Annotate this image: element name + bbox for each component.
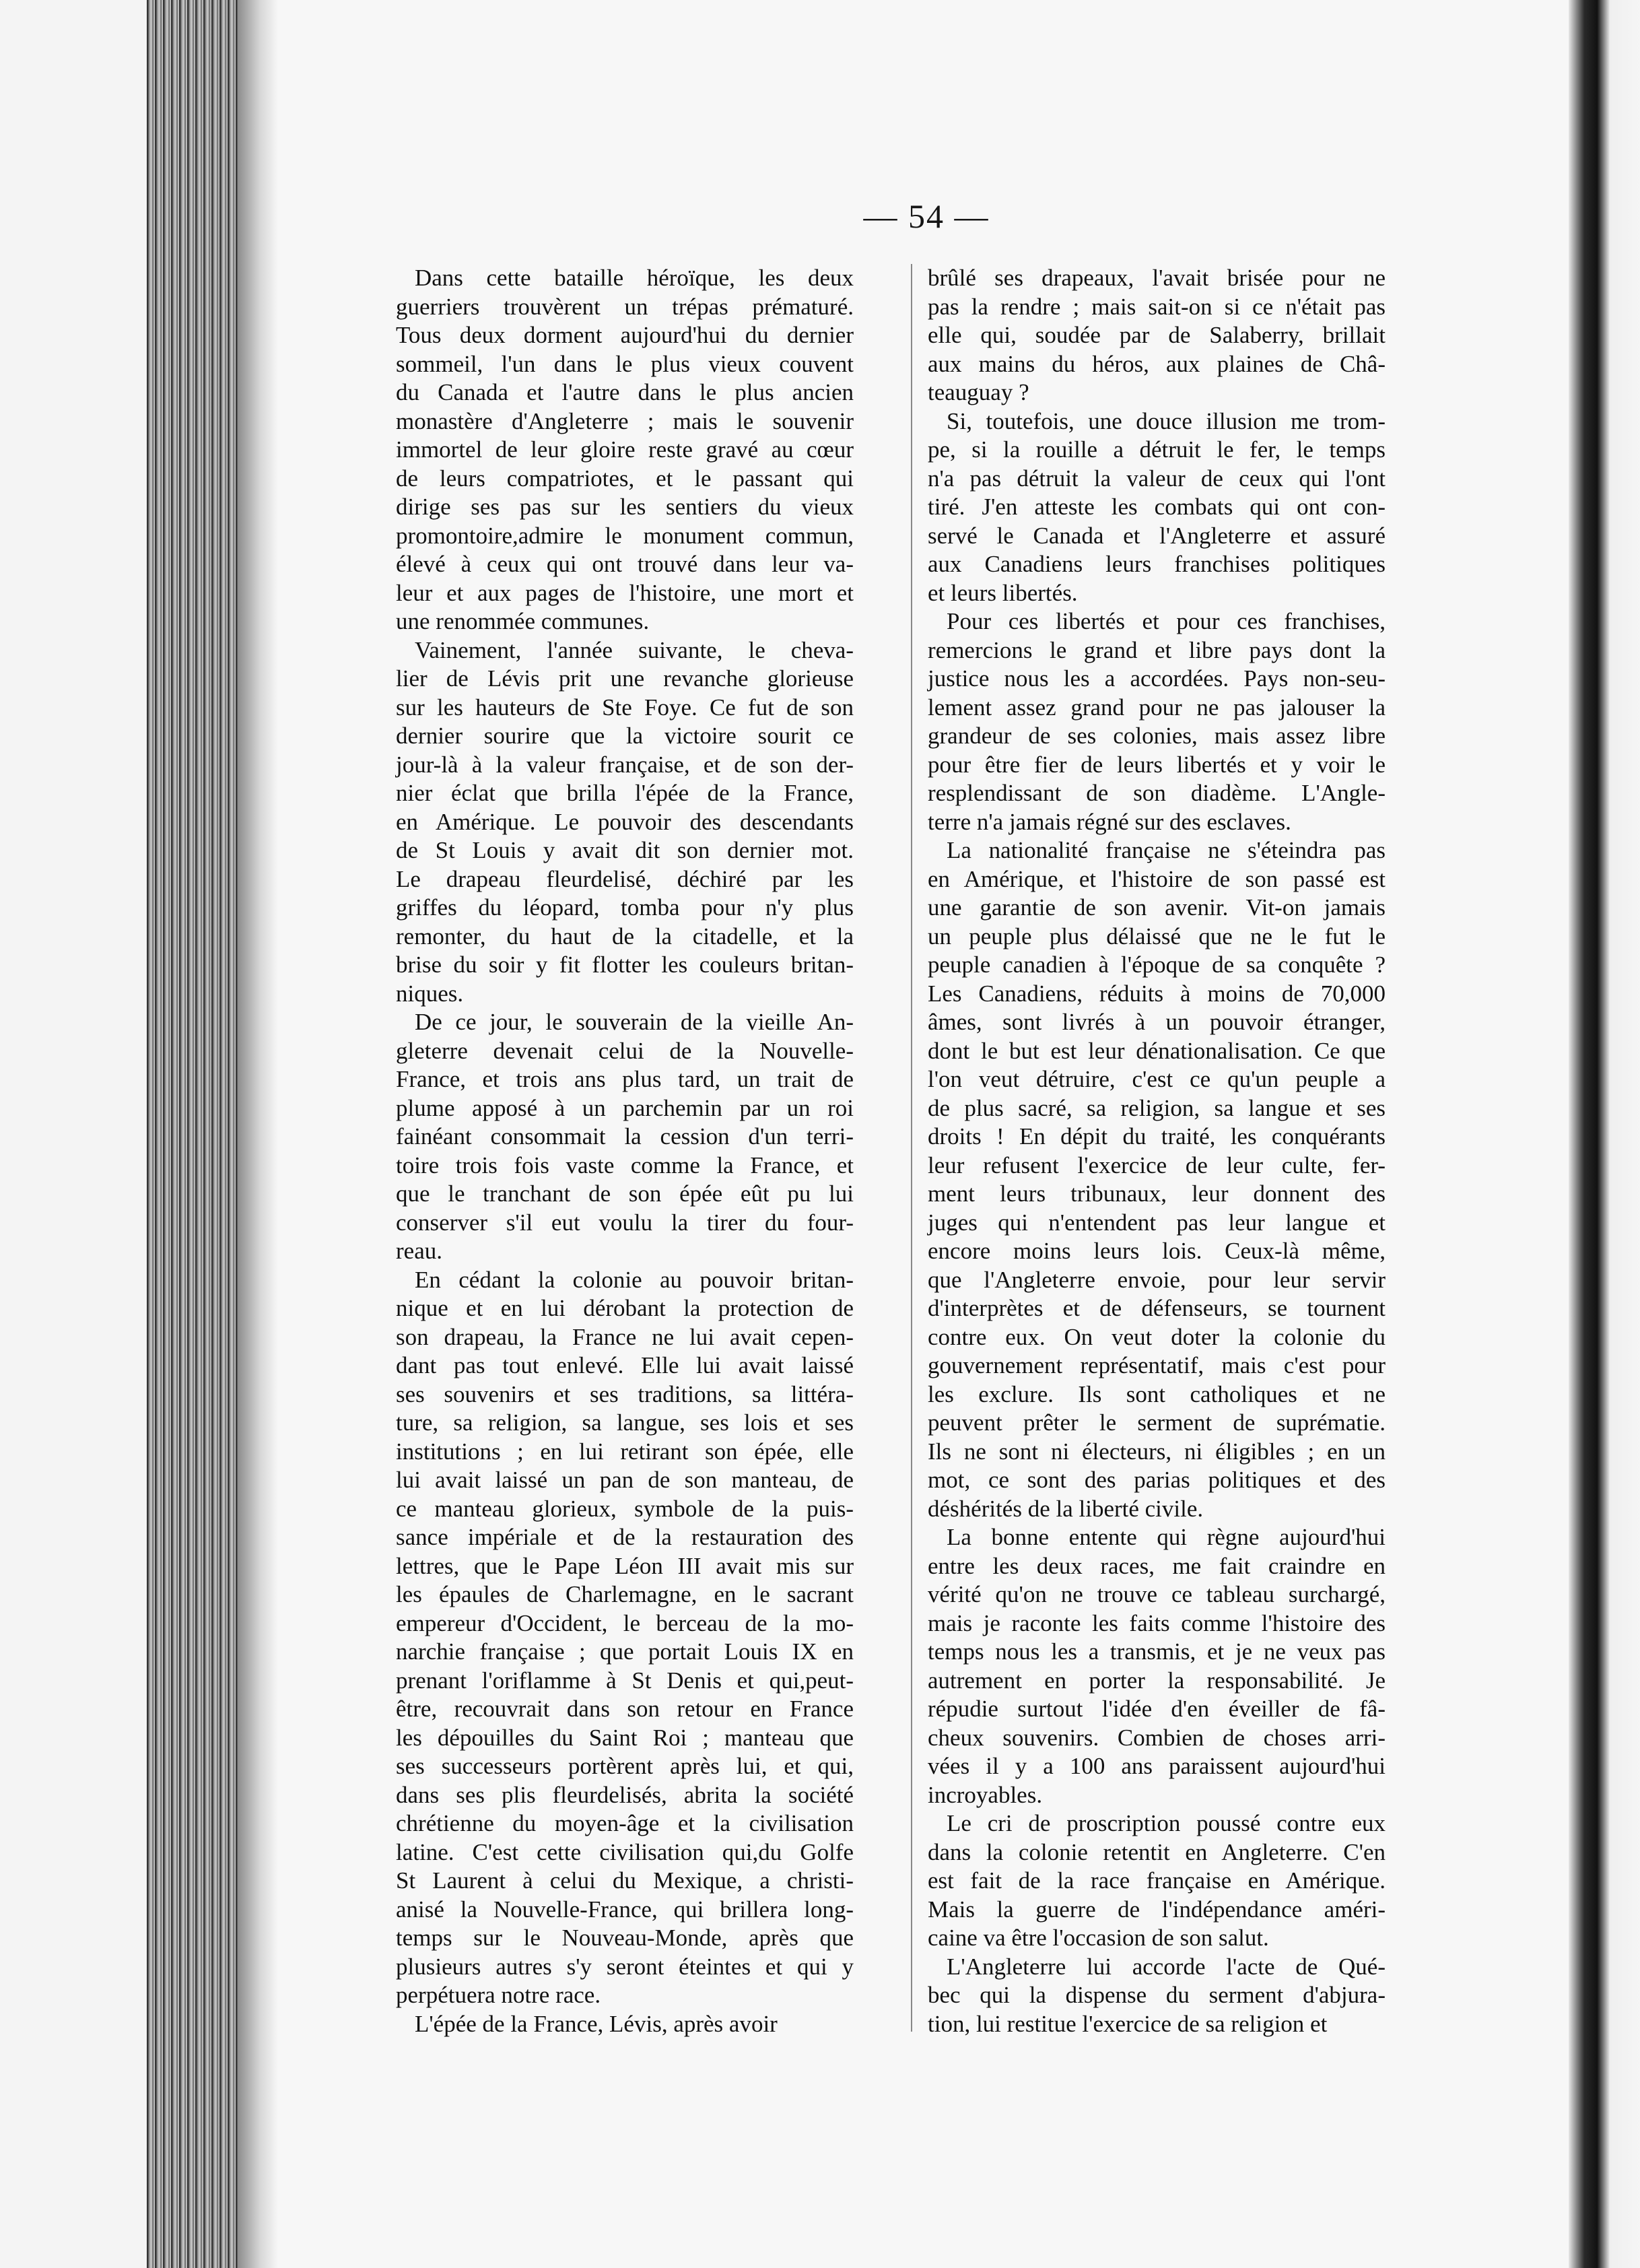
- text-line: guerriers trouvèrent un trépas prématuré.: [396, 293, 854, 320]
- text-line: être, recouvrait dans son retour en France: [396, 1696, 854, 1722]
- text-line: dant pas tout enlevé. Elle lui avait laissé: [396, 1352, 854, 1378]
- text-line: La bonne entente qui règne aujourd'hui: [947, 1524, 1386, 1550]
- text-line: peuple canadien à l'époque de sa conquête ?: [928, 952, 1386, 978]
- text-line: griffes du léopard, tomba pour n'y plus: [396, 894, 854, 921]
- text-line: justice nous les a accordées. Pays non-seu-: [928, 665, 1386, 692]
- right-text-column: [928, 264, 1386, 2038]
- paragraph: [396, 1008, 854, 1266]
- text-line: dans la colonie retentit en Angleterre. C'en: [928, 1838, 1386, 1865]
- paragraph: [928, 836, 1386, 1523]
- text-line: jour-là à la valeur française, et de son der-: [396, 751, 854, 778]
- text-line: âmes, sont livrés à un pouvoir étranger,: [928, 1009, 1386, 1035]
- text-line: sur les hauteurs de Ste Foye. Ce fut de son: [396, 694, 854, 721]
- text-line: elle qui, soudée par de Salaberry, brillait: [928, 322, 1386, 348]
- text-line: en Amérique. Le pouvoir des descendants: [396, 808, 854, 835]
- text-line: bec qui la dispense du serment d'abjura-: [928, 1982, 1386, 2008]
- text-line: terre n'a jamais régné sur des esclaves.: [928, 808, 1291, 835]
- text-line: est fait de la race française en Amérique.: [928, 1867, 1386, 1894]
- text-line: mais je raconte les faits comme l'histoire des: [928, 1609, 1386, 1636]
- text-line: chrétienne du moyen-âge et la civilisation: [396, 1810, 854, 1836]
- text-line: De ce jour, le souverain de la vieille An-: [415, 1009, 854, 1035]
- text-line: grandeur de ses colonies, mais assez libre: [928, 723, 1386, 749]
- text-line: les exclure. Ils sont catholiques et ne: [928, 1380, 1386, 1407]
- text-line: conserver s'il eut voulu la tirer du four-: [396, 1209, 854, 1236]
- text-line: nier éclat que brilla l'épée de la France,: [396, 780, 854, 806]
- text-line: de St Louis y avait dit son dernier mot.: [396, 837, 854, 863]
- text-line: de leurs compatriotes, et le passant qui: [396, 465, 854, 492]
- text-line: lier de Lévis prit une revanche glorieuse: [396, 665, 854, 692]
- text-line: et leurs libertés.: [928, 579, 1078, 606]
- text-line: entre les deux races, me fait craindre en: [928, 1552, 1386, 1579]
- text-line: nique et en lui dérobant la protection de: [396, 1295, 854, 1321]
- text-line: narchie française ; que portait Louis IX en: [396, 1638, 854, 1665]
- text-line: tiré. J'en atteste les combats qui ont con-: [928, 494, 1386, 520]
- text-line: juges qui n'entendent pas leur langue et: [928, 1209, 1386, 1236]
- text-line: mot, ce sont des parias politiques et des: [928, 1467, 1386, 1493]
- paragraph: [396, 2010, 854, 2039]
- text-line: que l'Angleterre envoie, pour leur servir: [928, 1266, 1386, 1293]
- text-line: aux Canadiens leurs franchises politiques: [928, 551, 1386, 577]
- text-line: peuvent prêter le serment de suprématie.: [928, 1409, 1386, 1436]
- text-line: dirige ses pas sur les sentiers du vieux: [396, 494, 854, 520]
- text-line: remonter, du haut de la citadelle, et la: [396, 923, 854, 949]
- text-line: son drapeau, la France ne lui avait cepen-: [396, 1323, 854, 1350]
- text-line: déshérités de la liberté civile.: [928, 1495, 1204, 1522]
- text-line: incroyables.: [928, 1781, 1043, 1808]
- text-line: du Canada et l'autre dans le plus ancien: [396, 379, 854, 405]
- text-line: ce manteau glorieux, symbole de la puis-: [396, 1495, 854, 1522]
- text-line: droits ! En dépit du traité, les conquérants: [928, 1123, 1386, 1149]
- text-line: les dépouilles du Saint Roi ; manteau que: [396, 1724, 854, 1751]
- text-line: fainéant consommait la cession d'un terri-: [396, 1123, 854, 1149]
- text-line: latine. C'est cette civilisation qui,du Golfe: [396, 1838, 854, 1865]
- text-line: niques.: [396, 980, 464, 1007]
- text-line: vérité qu'on ne trouve ce tableau surchargé,: [928, 1581, 1386, 1607]
- text-line: empereur d'Occident, le berceau de la mo-: [396, 1609, 854, 1636]
- text-line: caine va être l'occasion de son salut.: [928, 1925, 1269, 1951]
- paragraph: [928, 1953, 1386, 2039]
- text-line: Mais la guerre de l'indépendance améri-: [928, 1896, 1386, 1923]
- text-line: une renommée communes.: [396, 608, 650, 634]
- text-line: encore moins leurs lois. Ceux-là même,: [928, 1238, 1386, 1264]
- text-line: toire trois fois vaste comme la France, et: [396, 1152, 854, 1178]
- text-line: ment leurs tribunaux, leur donnent des: [928, 1180, 1386, 1207]
- left-text-column: [396, 264, 854, 2038]
- text-line: aux mains du héros, aux plaines de Châ-: [928, 350, 1386, 377]
- text-line: St Laurent à celui du Mexique, a christi-: [396, 1867, 854, 1894]
- text-line: brise du soir y fit flotter les couleurs britan-: [396, 952, 854, 978]
- paragraph: [928, 1523, 1386, 1809]
- text-line: monastère d'Angleterre ; mais le souvenir: [396, 407, 854, 434]
- text-line: Le cri de proscription poussé contre eux: [947, 1810, 1386, 1836]
- text-line: Les Canadiens, réduits à moins de 70,000: [928, 980, 1386, 1007]
- text-line: dernier sourire que la victoire sourit ce: [396, 723, 854, 749]
- text-line: les épaules de Charlemagne, en le sacrant: [396, 1581, 854, 1607]
- text-line: plume apposé à un parchemin par un roi: [396, 1094, 854, 1121]
- text-line: tion, lui restitue l'exercice de sa religion et: [928, 2010, 1328, 2037]
- text-line: prenant l'oriflamme à St Denis et qui,peut-: [396, 1667, 854, 1694]
- paragraph: [928, 264, 1386, 407]
- text-line: plusieurs autres s'y seront éteintes et qui y: [396, 1953, 854, 1980]
- text-line: L'épée de la France, Lévis, après avoir: [415, 2010, 778, 2037]
- text-line: lui avait laissé un pan de son manteau, de: [396, 1467, 854, 1493]
- text-line: gouvernement représentatif, mais c'est pour: [928, 1352, 1386, 1378]
- text-line: immortel de leur gloire reste gravé au cœur: [396, 436, 854, 463]
- text-line: resplendissant de son diadème. L'Angle-: [928, 780, 1386, 806]
- text-line: un peuple plus délaissé que ne le fut le: [928, 923, 1386, 949]
- text-line: sance impériale et de la restauration des: [396, 1524, 854, 1550]
- text-line: L'Angleterre lui accorde l'acte de Qué-: [947, 1953, 1386, 1980]
- text-line: France, et trois ans plus tard, un trait de: [396, 1066, 854, 1092]
- column-divider: [911, 264, 912, 2032]
- text-line: ses souvenirs et ses traditions, sa littéra-: [396, 1380, 854, 1407]
- text-line: Ils ne sont ni électeurs, ni éligibles ; en un: [928, 1438, 1386, 1465]
- text-line: d'interprètes et de défenseurs, se tournent: [928, 1295, 1386, 1321]
- text-line: ses successeurs portèrent après lui, et qui,: [396, 1753, 854, 1779]
- text-line: l'on veut détruire, c'est ce qu'un peuple a: [928, 1066, 1386, 1092]
- text-line: dont le but est leur dénationalisation. Ce que: [928, 1037, 1386, 1064]
- text-line: lettres, que le Pape Léon III avait mis sur: [396, 1552, 854, 1579]
- text-line: ture, sa religion, sa langue, ses lois et ses: [396, 1409, 854, 1436]
- text-line: Pour ces libertés et pour ces franchises,: [947, 608, 1386, 634]
- text-line: leur refusent l'exercice de leur culte, fer-: [928, 1152, 1386, 1178]
- text-line: remercions le grand et libre pays dont la: [928, 636, 1386, 663]
- text-line: lement assez grand pour ne pas jalouser la: [928, 694, 1386, 721]
- paragraph: [928, 607, 1386, 836]
- text-line: pe, si la rouille a détruit le fer, le temps: [928, 436, 1386, 463]
- text-line: reau.: [396, 1238, 442, 1264]
- text-line: En cédant la colonie au pouvoir britan-: [415, 1266, 854, 1293]
- text-line: promontoire,admire le monument commun,: [396, 522, 854, 549]
- text-line: temps sur le Nouveau-Monde, après que: [396, 1925, 854, 1951]
- text-line: leur et aux pages de l'histoire, une mort et: [396, 579, 854, 606]
- text-line: La nationalité française ne s'éteindra pas: [947, 837, 1386, 863]
- text-line: une garantie de son avenir. Vit-on jamais: [928, 894, 1386, 921]
- text-line: sommeil, l'un dans le plus vieux couvent: [396, 350, 854, 377]
- paragraph: [928, 1809, 1386, 1953]
- paragraph: [928, 407, 1386, 608]
- paragraph: [396, 264, 854, 636]
- paragraph: [396, 1266, 854, 2010]
- paragraph: [396, 636, 854, 1009]
- text-line: de plus sacré, sa religion, sa langue et ses: [928, 1094, 1386, 1121]
- text-line: dans ses plis fleurdelisés, abrita la société: [396, 1781, 854, 1808]
- text-line: que le tranchant de son épée eût pu lui: [396, 1180, 854, 1207]
- text-line: Le drapeau fleurdelisé, déchiré par les: [396, 865, 854, 892]
- text-line: pas la rendre ; mais sait-on si ce n'était pas: [928, 293, 1386, 320]
- text-line: anisé la Nouvelle-France, qui brillera long-: [396, 1896, 854, 1923]
- text-line: autrement en porter la responsabilité. Je: [928, 1667, 1386, 1694]
- text-line: vées il y a 100 ans paraissent aujourd'hui: [928, 1753, 1386, 1779]
- spine-shadow: [238, 0, 278, 2268]
- page-number: — 54 —: [863, 197, 990, 235]
- text-line: répudie surtout l'idée d'en éveiller de fâ-: [928, 1696, 1386, 1722]
- text-line: gleterre devenait celui de la Nouvelle-: [396, 1037, 854, 1064]
- text-line: pour être fier de leurs libertés et y voir le: [928, 751, 1386, 778]
- text-line: perpétuera notre race.: [396, 1982, 601, 2008]
- text-line: contre eux. On veut doter la colonie du: [928, 1323, 1386, 1350]
- text-line: Vainement, l'année suivante, le cheva-: [415, 636, 854, 663]
- text-line: Tous deux dorment aujourd'hui du dernier: [396, 322, 854, 348]
- text-line: teauguay ?: [928, 379, 1029, 405]
- text-line: institutions ; en lui retirant son épée, elle: [396, 1438, 854, 1465]
- text-line: élevé à ceux qui ont trouvé dans leur va-: [396, 551, 854, 577]
- facing-page-edge: [1569, 0, 1640, 2268]
- text-line: cheux souvenirs. Combien de choses arri-: [928, 1724, 1386, 1751]
- text-line: Si, toutefois, une douce illusion me trom-: [947, 407, 1386, 434]
- book-page-edges: [147, 0, 238, 2268]
- text-line: brûlé ses drapeaux, l'avait brisée pour ne: [928, 265, 1386, 291]
- text-line: Dans cette bataille héroïque, les deux: [415, 265, 854, 291]
- text-line: n'a pas détruit la valeur de ceux qui l'ont: [928, 465, 1386, 492]
- text-line: temps nous les a transmis, et je ne veux pas: [928, 1638, 1386, 1665]
- text-line: en Amérique, et l'histoire de son passé est: [928, 865, 1386, 892]
- text-line: servé le Canada et l'Angleterre et assuré: [928, 522, 1386, 549]
